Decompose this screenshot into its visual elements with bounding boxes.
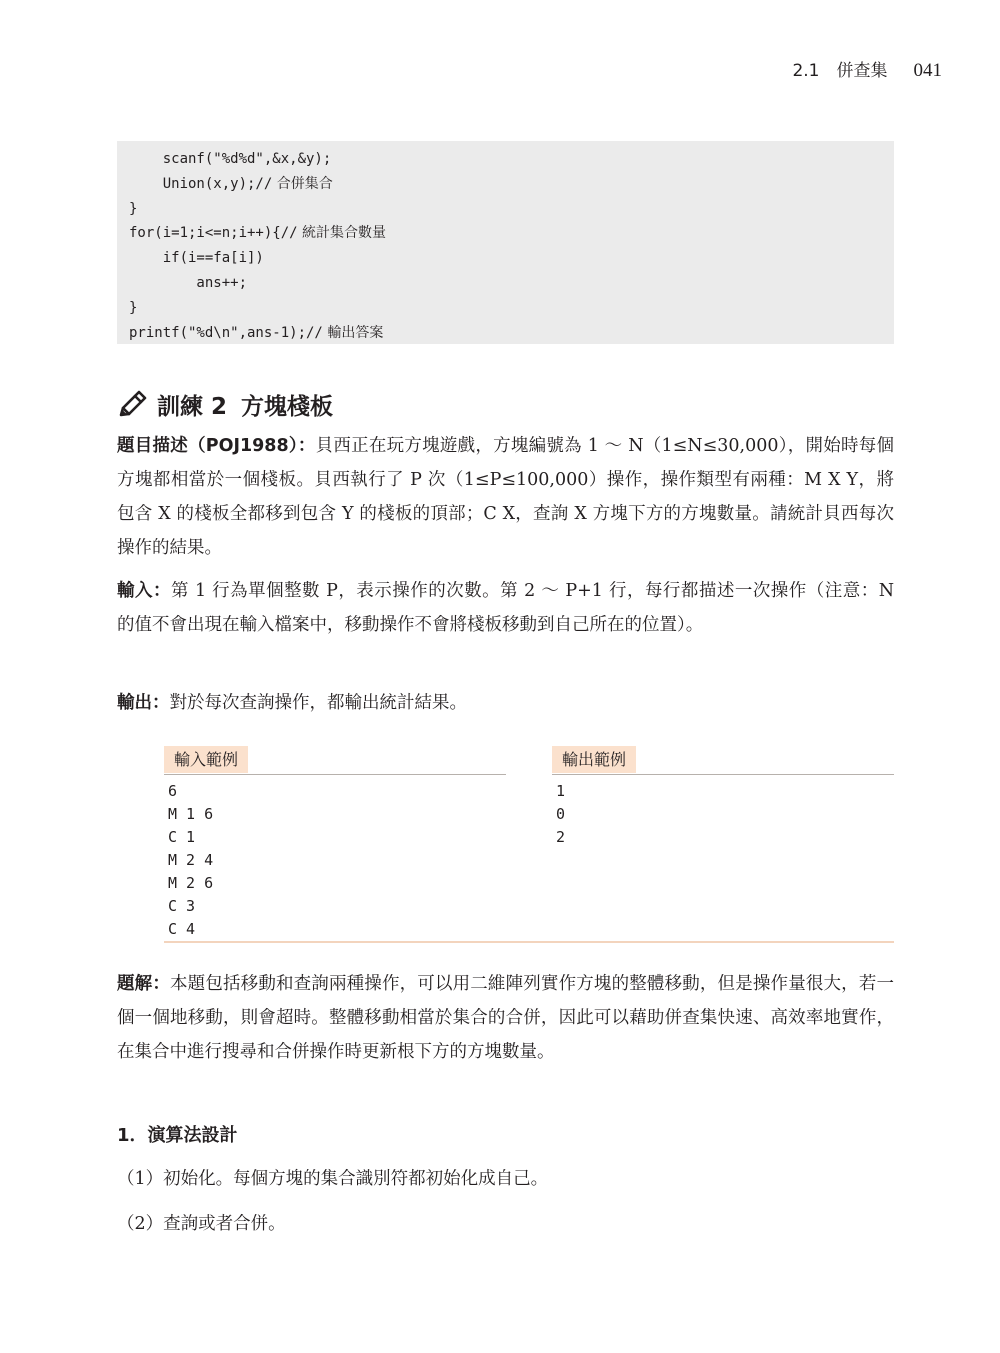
sample-output-line: 2 [556, 828, 566, 846]
sample-output-block [552, 746, 894, 846]
page-header [792, 56, 942, 82]
sample-input-rule [164, 774, 506, 775]
sample-input-line: C 1 [168, 828, 196, 846]
code-line: scanf("%d%d",&x,&y); [129, 151, 332, 167]
sample-input-line: 6 [168, 782, 178, 800]
input-paragraph [117, 574, 894, 642]
algorithm-step: （2）查詢或者合併。 [117, 1214, 286, 1234]
code-line: } [129, 200, 138, 217]
input-label: 輸入： [117, 581, 171, 601]
algorithm-heading: 1．演算法設計 [117, 1125, 238, 1146]
output-paragraph [117, 686, 894, 720]
sample-input-block [164, 746, 506, 938]
sample-output-line: 0 [556, 805, 566, 823]
sample-output-lines [556, 780, 565, 849]
input-text: 第 1 行為單個整數 P，表示操作的次數。第 2 ～ P+1 行，每行都描述一次操作（注意：N 的值不會出現在輸入檔案中，移動操作不會將棧板移動到自己所在的位置）。 [117, 581, 895, 635]
algorithm-step: （1）初始化。每個方塊的集合識別符都初始化成自己。 [117, 1169, 549, 1189]
heading-title: 方塊棧板 [241, 393, 334, 420]
code-line: printf("%d\n",ans-1);// 輸出答案 [129, 324, 384, 341]
code-line: for(i=1;i<=n;i++){// 統計集合數量 [129, 225, 387, 242]
solution-label: 題解： [117, 974, 170, 994]
sample-bottom-rule [164, 941, 894, 943]
code-line: } [129, 299, 138, 316]
solution-paragraph [117, 967, 894, 1069]
sample-input-line: C 3 [168, 897, 196, 915]
sample-input-line: M 2 6 [168, 874, 214, 892]
sample-input-line: C 4 [168, 920, 196, 938]
code-line: ans++; [129, 274, 248, 291]
description-label: 題目描述（POJ1988）： [117, 436, 316, 456]
sample-input-label: 輸入範例 [164, 746, 248, 773]
sample-output-rule [552, 774, 894, 775]
code-block [117, 141, 894, 344]
output-label: 輸出： [117, 693, 170, 713]
description-paragraph [117, 429, 894, 565]
section-title: 2.1 併查集 [792, 61, 888, 81]
heading-label: 訓練 2 [157, 393, 228, 420]
pencil-icon [117, 389, 149, 419]
output-text: 對於每次查詢操作，都輸出統計結果。 [169, 693, 467, 713]
sample-input-line: M 2 4 [168, 851, 214, 869]
sample-input-line: M 1 6 [168, 805, 214, 823]
sample-output-label: 輸出範例 [552, 746, 636, 773]
page-number: 041 [913, 60, 942, 81]
code-line: Union(x,y);// 合併集合 [129, 175, 333, 192]
section-heading [117, 386, 333, 422]
sample-input-lines [168, 780, 213, 941]
sample-output-line: 1 [556, 782, 566, 800]
solution-text: 本題包括移動和查詢兩種操作，可以用二維陣列實作方塊的整體移動，但是操作量很大，若一個一個地移動，則會超時。整體移動相當於集合的合併，因此可以藉助併查集快速、高效率地實作，在集合中進行搜尋和合併操作時更新根下方的方塊數量。 [117, 974, 895, 1062]
description-text: 貝西正在玩方塊遊戲，方塊編號為 1 ～ N（1≤N≤30,000），開始時每個方塊都相當於一個棧板。貝西執行了 P 次（1≤P≤100,000）操作，操作類型有兩種：M X Y，將包含 X 的棧板全都移到包含 Y 的棧板的頂部；C X，查詢 X 方塊下方的方塊數量。請統計貝西每次操作的結果。 [117, 436, 894, 558]
code-line: if(i==fa[i]) [129, 250, 264, 267]
